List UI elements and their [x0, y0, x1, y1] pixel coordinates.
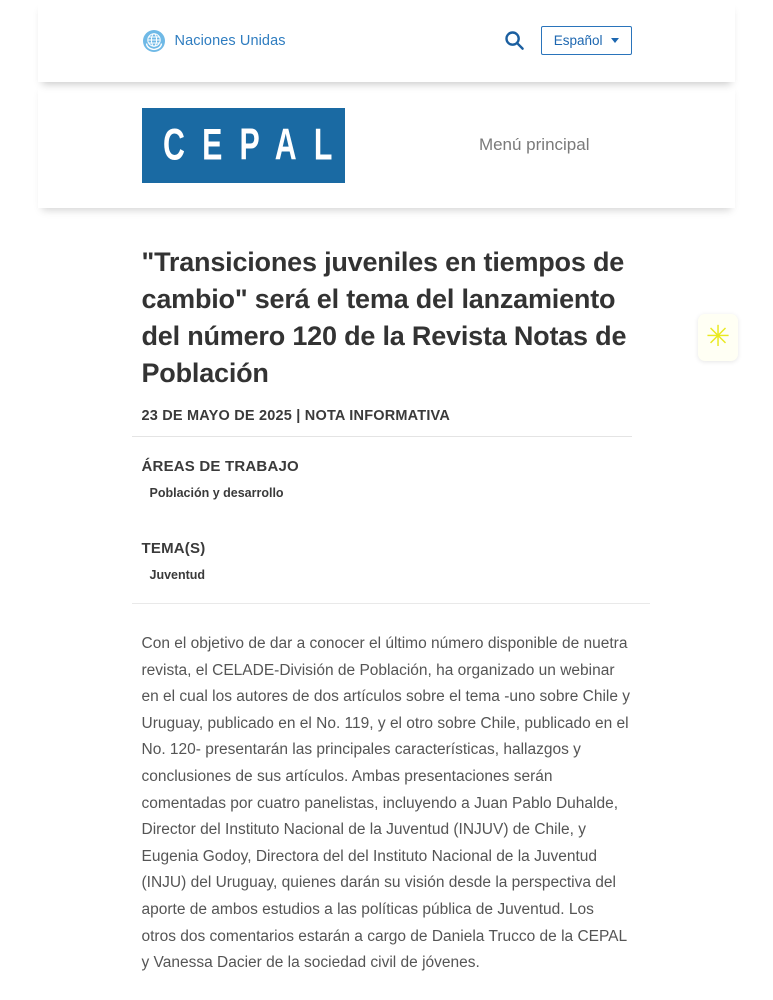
search-icon: [504, 30, 525, 51]
topic-item[interactable]: Juventud: [149, 568, 206, 582]
work-area-item[interactable]: Población y desarrollo: [149, 486, 284, 500]
divider-line: [132, 436, 632, 437]
meta-separator: |: [296, 408, 301, 424]
page-container: [38, 0, 735, 977]
accessibility-asterisk-icon: ✳: [705, 321, 731, 353]
article-content-type: NOTA INFORMATIVA: [304, 408, 451, 424]
spacer: [142, 500, 632, 519]
chevron-down-icon: [611, 38, 619, 43]
article-main: [38, 208, 735, 977]
cepal-logo[interactable]: [142, 108, 350, 183]
un-brand-label: Naciones Unidas: [174, 32, 286, 49]
un-home-link[interactable]: [142, 29, 286, 53]
topics-label: TEMA(S): [141, 540, 206, 557]
cepal-logo-text: CEPAL: [162, 119, 350, 169]
main-menu-button[interactable]: Menú principal: [478, 135, 590, 154]
un-emblem-icon: [142, 29, 166, 53]
page-title: "Transiciones juveniles en tiempos de cambio" será el tema del lanzamiento del número 120 de la Revista Notas de Población: [141, 247, 627, 388]
accessibility-widget-button[interactable]: [698, 314, 738, 361]
work-areas-label: ÁREAS DE TRABAJO: [141, 458, 299, 475]
main-header: [38, 82, 735, 208]
divider-line: [132, 603, 650, 604]
language-dropdown-button[interactable]: [541, 26, 632, 55]
top-utility-bar: [38, 0, 735, 82]
search-button[interactable]: [504, 30, 525, 51]
article-body: Con el objetivo de dar a conocer el último número disponible de nuetra revista, el CELADE-División de Población, ha organizado un webinar en el cual los autores de dos artículos sobre el tema -uno sobre Chile y Uruguay, publicado en el No. 119, y el otro sobre Chile, publicado en el No. 120- presentarán las principales características, hallazgos y conclusiones de sus artículos. Ambas presentaciones serán comentadas por cuatro panelistas, incluyendo a Juan Pablo Duhalde, Director del Instituto Nacional de la Juventud (INJUV) de Chile, y Eugenia Godoy, Directora del del Instituto Nacional de la Juventud (INJU) del Uruguay, quienes darán su visión desde la perspectiva del aporte de ambos estudios a las políticas pública de Juventud. Los otros dos comentarios estarán a cargo de Daniela Trucco de la CEPAL y Vanessa Dacier de la sociedad civil de jóvenes.: [141, 635, 631, 972]
article-date: 23 DE MAYO DE 2025: [141, 408, 293, 424]
article-meta: [142, 408, 632, 424]
language-label: Español: [553, 33, 603, 48]
